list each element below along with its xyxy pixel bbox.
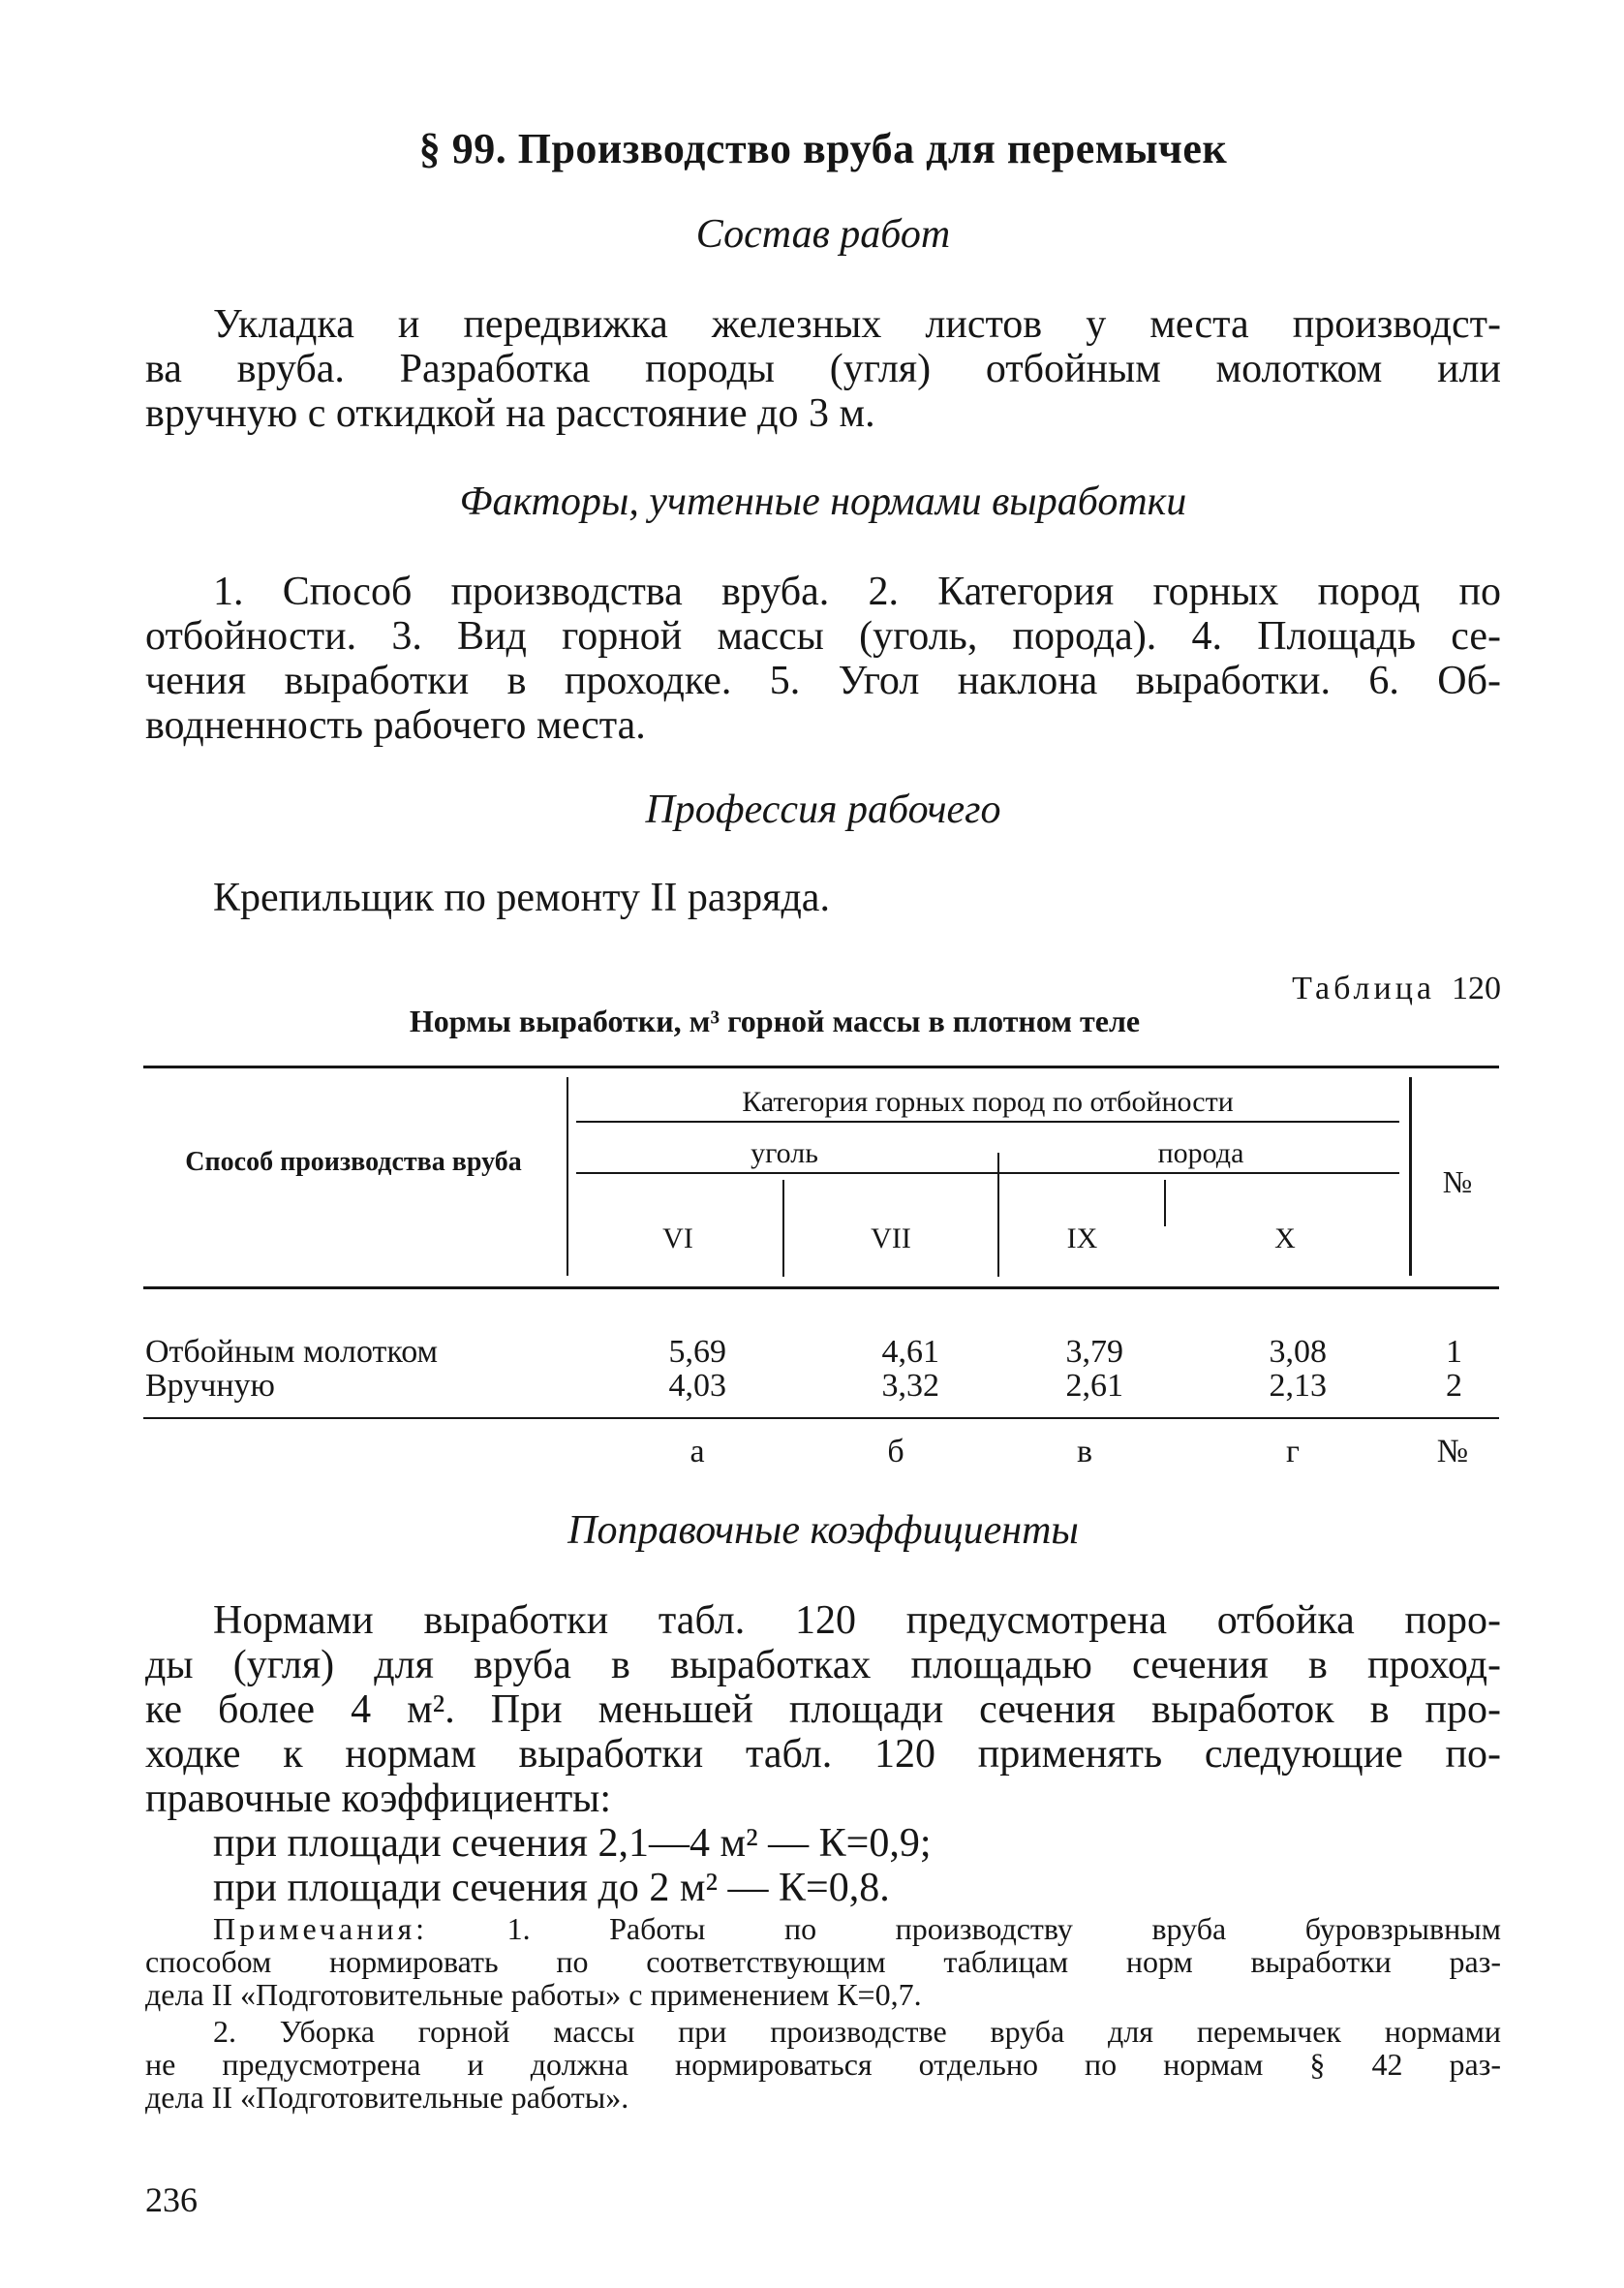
column-letter-g: г — [1286, 1434, 1300, 1469]
text-line: ды (угля) для вруба в выработках площадью сечения в проход- — [145, 1643, 1501, 1687]
column-letter-v: в — [1076, 1434, 1093, 1469]
table-vline — [567, 1077, 568, 1276]
text-line: Укладка и передвижка железных листов у места производст- — [213, 302, 1501, 347]
table-cell-2b: 3,32 — [881, 1368, 939, 1404]
table-label-word: Таблица — [1292, 971, 1435, 1006]
text-line: ва вруба. Разработка породы (угля) отбойным молотком или — [145, 347, 1501, 391]
corrections-heading: Поправочные коэффициенты — [567, 1508, 1079, 1553]
table-vline — [1409, 1077, 1412, 1276]
profession-heading: Профессия рабочего — [645, 788, 1001, 832]
table-cell-1a: 5,69 — [668, 1334, 726, 1370]
header-method: Способ производства вруба — [185, 1147, 522, 1177]
factors-heading: Факторы, учтенные нормами выработки — [459, 479, 1187, 524]
corrections-text — [145, 1598, 1501, 1821]
note-line: не предусмотрена и должна нормироваться отдельно по нормам § 42 раз- — [145, 2047, 1501, 2082]
text-line: ходке к нормам выработки табл. 120 применять следующие по- — [145, 1732, 1501, 1777]
column-letter-no: № — [1436, 1434, 1469, 1469]
text-line: отбойности. 3. Вид горной массы (уголь, порода). 4. Площадь се- — [145, 614, 1501, 659]
note-line — [213, 1912, 1501, 1945]
header-category: Категория горных пород по отбойности — [742, 1086, 1234, 1118]
table-top-rule — [143, 1066, 1499, 1068]
text-line: Крепильщик по ремонту II разряда. — [213, 876, 830, 920]
text-line: вручную с откидкой на расстояние до 3 м. — [145, 391, 875, 436]
header-no: № — [1442, 1164, 1473, 1199]
table-cell-2d: 2,13 — [1269, 1368, 1327, 1404]
column-letter-a: а — [689, 1434, 705, 1469]
table-hline — [576, 1172, 1399, 1174]
factors-text — [145, 570, 1501, 748]
text-line: водненность рабочего места. — [145, 703, 646, 748]
note-2 — [213, 2015, 1501, 2048]
work-composition-text — [145, 302, 1501, 436]
header-coal: уголь — [751, 1137, 818, 1169]
note-2-cont — [145, 2048, 1501, 2114]
table-vline — [1164, 1180, 1166, 1226]
text-line: правочные коэффициенты: — [145, 1777, 612, 1821]
table-number: 120 — [1452, 971, 1501, 1006]
table-cell-1-no: 1 — [1446, 1334, 1462, 1370]
text-line: чения выработки в проходке. 5. Угол наклона выработки. 6. Об- — [145, 659, 1501, 703]
table-title: Нормы выработки, м³ горной массы в плотном теле — [409, 1004, 1141, 1038]
note-text: 1. Работы по производству вруба буровзрывным — [506, 1911, 1501, 1946]
profession-text — [145, 876, 1501, 920]
note-1 — [213, 1912, 1501, 1945]
table-vline — [782, 1180, 784, 1277]
formula-line: при площади сечения до 2 м² — К=0,8. — [213, 1866, 890, 1910]
note-1-cont — [145, 1945, 1501, 2011]
table-header-rule — [143, 1286, 1499, 1289]
note-line: способом нормировать по соответствующим таблицам норм выработки раз- — [145, 1944, 1501, 1979]
section-title: § 99. Производство вруба для перемычек — [418, 125, 1228, 172]
table-label — [1292, 971, 1501, 1007]
table-cell-2a: 4,03 — [668, 1368, 726, 1404]
table-cell-1b: 4,61 — [881, 1334, 939, 1370]
page-number: 236 — [145, 2180, 198, 2219]
table-row-2-method: Вручную — [145, 1368, 275, 1404]
table-bottom-rule — [143, 1417, 1499, 1419]
header-category-vii: VII — [871, 1222, 911, 1254]
table-cell-2c: 2,61 — [1065, 1368, 1123, 1404]
text-line: 1. Способ производства вруба. 2. Категория горных пород по — [213, 570, 1501, 614]
header-rock: порода — [1157, 1137, 1244, 1169]
table-cell-1c: 3,79 — [1065, 1334, 1123, 1370]
table-row-1-method: Отбойным молотком — [145, 1334, 439, 1370]
note-line: 2. Уборка горной массы при производстве вруба для перемычек нормами — [213, 2014, 1501, 2049]
text-line: Нормами выработки табл. 120 предусмотрена отбойка поро- — [213, 1598, 1501, 1643]
note-line: дела II «Подготовительные работы» с применением К=0,7. — [145, 1977, 922, 2012]
table-cell-2-no: 2 — [1446, 1368, 1462, 1404]
work-composition-heading: Состав работ — [695, 212, 951, 257]
header-category-x: X — [1274, 1222, 1296, 1254]
column-letter-b: б — [887, 1434, 904, 1469]
notes-label: Примечания: — [213, 1911, 429, 1946]
text-line: ке более 4 м². При меньшей площади сечения выработок в про- — [145, 1687, 1501, 1732]
header-category-vi: VI — [662, 1222, 693, 1254]
formula-line: при площади сечения 2,1—4 м² — К=0,9; — [213, 1821, 932, 1866]
table-hline — [576, 1121, 1399, 1123]
table-cell-1d: 3,08 — [1269, 1334, 1327, 1370]
note-line: дела II «Подготовительные работы». — [145, 2080, 629, 2115]
header-category-ix: IX — [1066, 1222, 1098, 1254]
